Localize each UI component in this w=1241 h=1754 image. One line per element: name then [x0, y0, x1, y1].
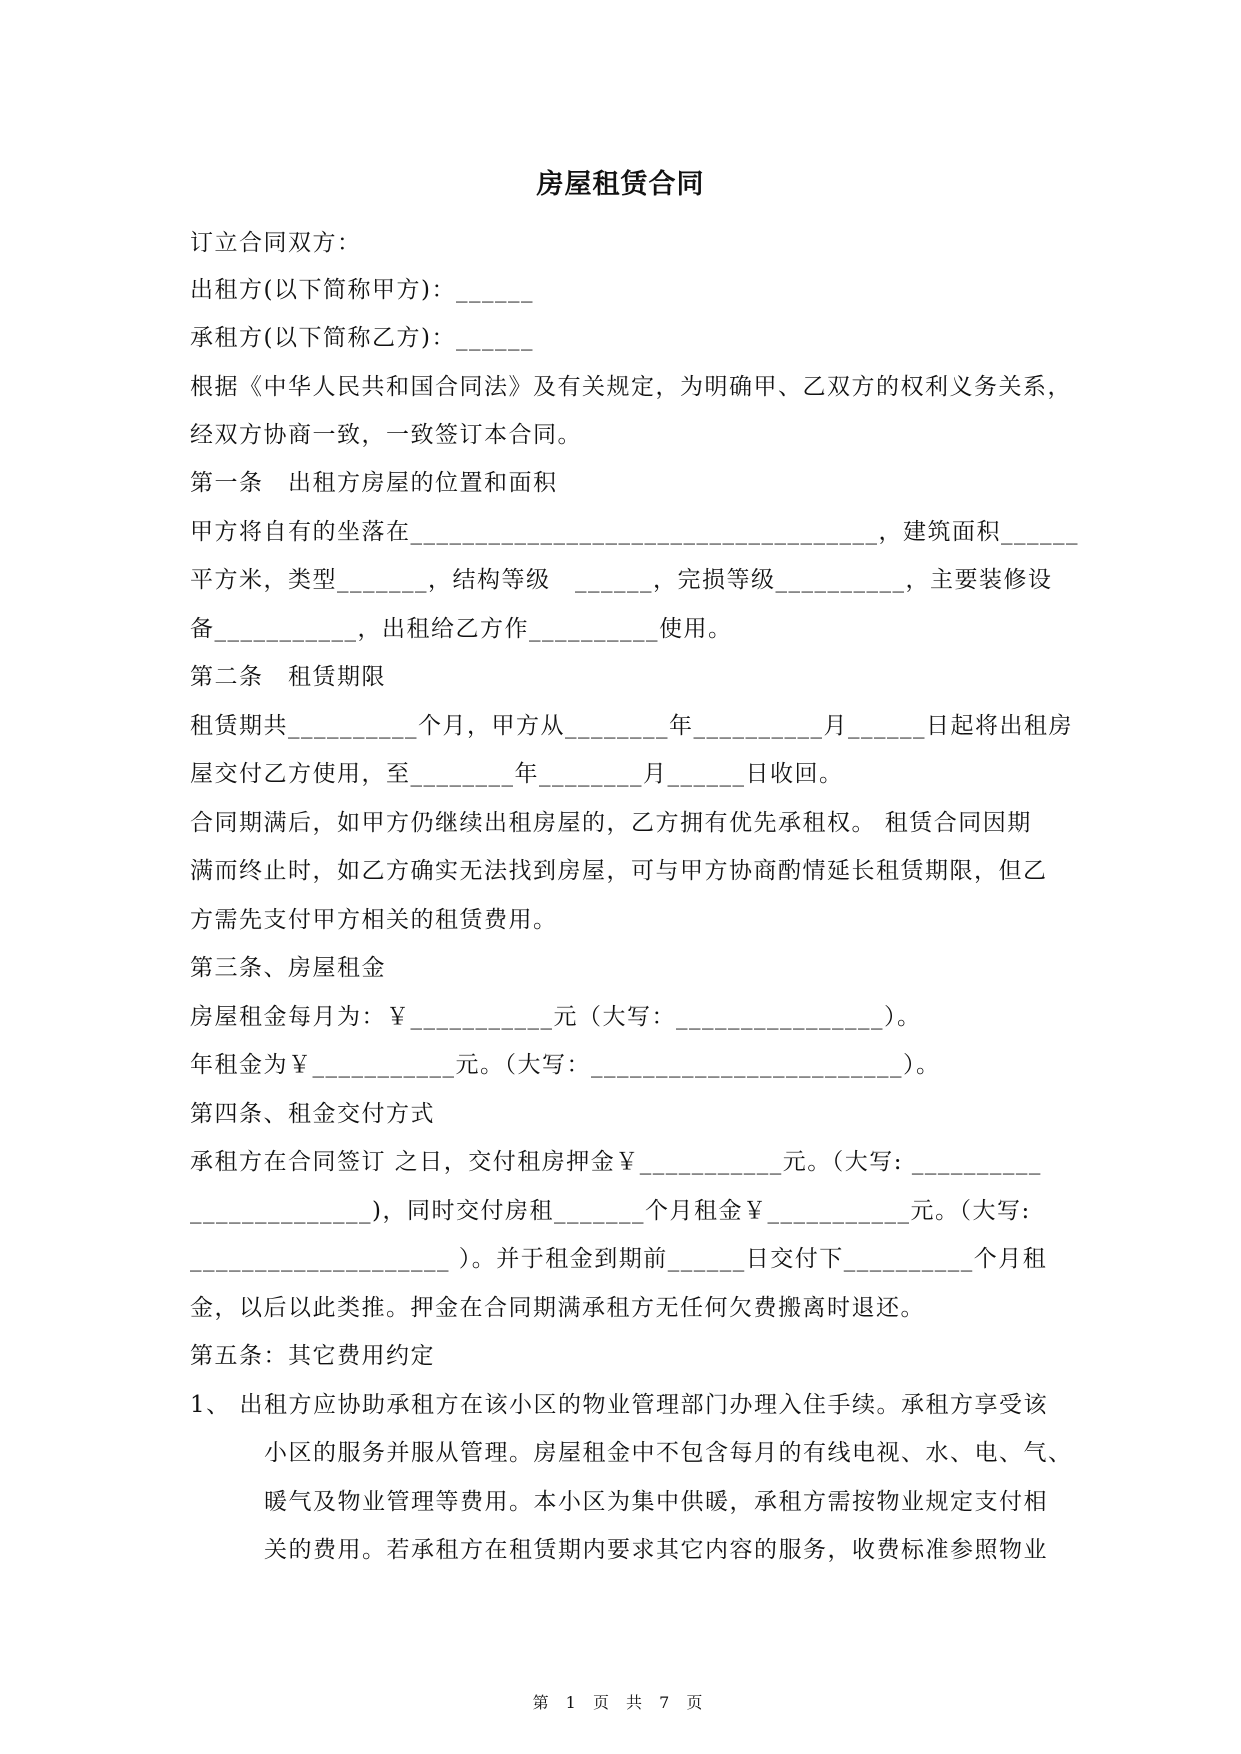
- text-line: 经双方协商一致，一致签订本合同。: [190, 422, 582, 448]
- list-item: 1、 出租方应协助承租方在该小区的物业管理部门办理入住手续。承租方享受该: [190, 1392, 1048, 1418]
- text-line: 订立合同双方：: [190, 230, 362, 256]
- text-line: ____________________ ）。并于租金到期前______日交付下__________个月租: [190, 1246, 1048, 1272]
- text-line: 年租金为￥___________元。（大写：________________________）。: [190, 1052, 941, 1078]
- text-line: 根据《中华人民共和国合同法》及有关规定，为明确甲、乙双方的权利义务关系，: [190, 374, 1072, 400]
- list-item-continuation: 小区的服务并服从管理。房屋租金中不包含每月的有线电视、水、电、气、: [264, 1440, 1073, 1466]
- text-line: 满而终止时，如乙方确实无法找到房屋，可与甲方协商酌情延长租赁期限，但乙: [190, 858, 1048, 884]
- text-line: 屋交付乙方使用，至________年________月______日收回。: [190, 761, 844, 787]
- text-line: 承租方(以下简称乙方)：______: [190, 325, 534, 351]
- section-heading: 第五条：其它费用约定: [190, 1343, 435, 1369]
- section-heading: 第四条、租金交付方式: [190, 1101, 435, 1127]
- text-line: 平方米，类型_______，结构等级 ______，完损等级__________，主要装修设: [190, 567, 1053, 593]
- text-line: 出租方(以下简称甲方)：______: [190, 277, 534, 303]
- section-heading: 第三条、房屋租金: [190, 955, 386, 981]
- document-title: 房屋租赁合同: [536, 169, 705, 200]
- text-line: 方需先支付甲方相关的租赁费用。: [190, 907, 558, 933]
- text-line: 合同期满后，如甲方仍继续出租房屋的，乙方拥有优先承租权。 租赁合同因期: [190, 810, 1032, 836]
- page-footer: 第 1 页 共 7 页: [532, 1693, 709, 1712]
- text-line: 备___________，出租给乙方作__________使用。: [190, 616, 733, 642]
- text-line: 租赁期共__________个月，甲方从________年__________月______日起将出租房: [190, 713, 1073, 739]
- list-item-continuation: 关的费用。若承租方在租赁期内要求其它内容的服务，收费标准参照物业: [264, 1537, 1048, 1563]
- text-line: 房屋租金每月为：￥___________元（大写：________________）。: [190, 1004, 922, 1030]
- section-heading: 第一条 出租方房屋的位置和面积: [190, 470, 558, 496]
- text-line: 金，以后以此类推。押金在合同期满承租方无任何欠费搬离时退还。: [190, 1295, 925, 1321]
- text-line: 甲方将自有的坐落在____________________________________，建筑面积______: [190, 519, 1079, 545]
- text-line: 承租方在合同签订 之日，交付租房押金￥___________元。（大写: __________: [190, 1149, 1042, 1175]
- text-line: ______________)，同时交付房租_______个月租金￥___________元。（大写:: [190, 1198, 1031, 1224]
- section-heading: 第二条 租赁期限: [190, 664, 386, 690]
- list-item-continuation: 暖气及物业管理等费用。本小区为集中供暖，承租方需按物业规定支付相: [264, 1489, 1048, 1515]
